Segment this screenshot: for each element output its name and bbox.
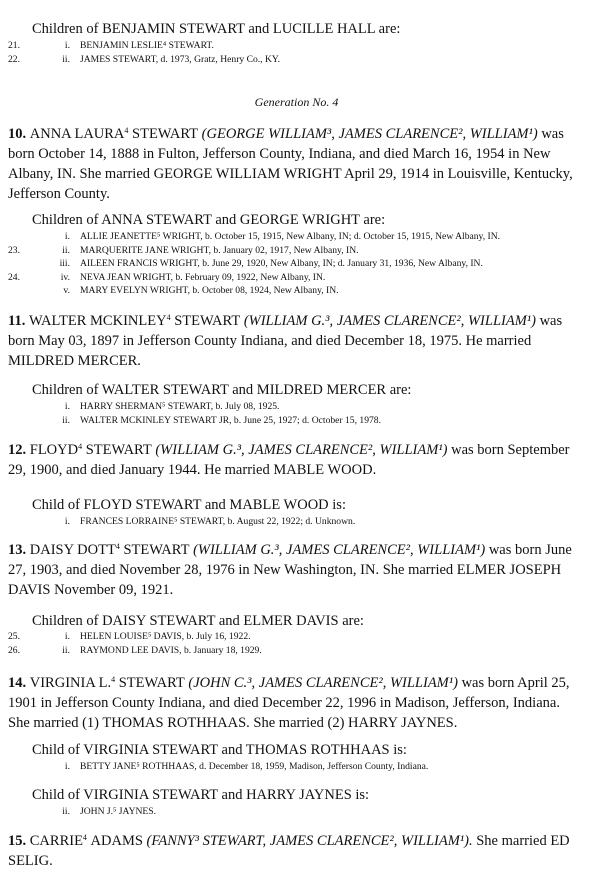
child-number: 23. bbox=[8, 244, 20, 256]
person-id: 15. bbox=[8, 833, 27, 849]
child-roman: i. bbox=[64, 516, 70, 527]
child-text: MARY EVELYN WRIGHT, b. October 08, 1924, New Albany, IN. bbox=[80, 285, 339, 297]
child-text: ALLIE JEANETTE⁵ WRIGHT, b. October 15, 1915, New Albany, IN; d. October 15, 1915, New Albany, IN. bbox=[80, 231, 501, 242]
person-surname: ADAMS bbox=[90, 833, 143, 849]
person-id: 11. bbox=[8, 313, 26, 329]
person-bio: was born April 25, 1901 in Jefferson County Indiana, and died December 22, 1996 in Madison, Jefferson, Indiana. She married (1) THOMAS ROTHHAAS. She married (2) HARRY JAYNES. bbox=[8, 675, 570, 731]
child-number: 26. bbox=[8, 645, 20, 656]
child-number: 21. bbox=[8, 40, 20, 51]
generation-heading: Generation No. 4 bbox=[254, 95, 339, 109]
child-roman: ii. bbox=[62, 645, 70, 656]
person-surname: STEWART bbox=[123, 542, 190, 558]
child-roman: ii. bbox=[62, 54, 70, 65]
child-text: HELEN LOUISE⁵ DAVIS, b. July 16, 1922. bbox=[80, 631, 251, 642]
children-heading-benjamin: Children of BENJAMIN STEWART and LUCILLE HALL are: bbox=[32, 21, 401, 37]
person-generation: 4 bbox=[124, 126, 129, 135]
child-text: BETTY JANE⁵ ROTHHAAS, d. December 18, 1959, Madison, Jefferson County, Indiana. bbox=[80, 761, 429, 772]
person-surname: STEWART bbox=[118, 675, 185, 691]
person-lineage: (JOHN C.³, JAMES CLARENCE², WILLIAM¹) bbox=[188, 675, 458, 691]
child-text: FRANCES LORRAINE⁵ STEWART, b. August 22, 1922; d. Unknown. bbox=[80, 516, 356, 527]
child-roman: ii. bbox=[62, 415, 70, 426]
person-lineage: (GEORGE WILLIAM³, JAMES CLARENCE², WILLIAM¹) bbox=[201, 126, 538, 142]
person-lineage: (FANNY³ STEWART, JAMES CLARENCE², WILLIAM¹). bbox=[146, 833, 473, 849]
children-heading-virginia-jaynes: Child of VIRGINIA STEWART and HARRY JAYNES is: bbox=[32, 787, 370, 803]
person-entry-12 bbox=[8, 440, 578, 480]
child-roman: i. bbox=[64, 631, 70, 642]
person-name: WALTER MCKINLEY bbox=[28, 313, 167, 329]
child-text: JAMES STEWART, d. 1973, Gratz, Henry Co., KY. bbox=[80, 54, 280, 65]
person-entry-14 bbox=[8, 673, 578, 733]
person-surname: STEWART bbox=[132, 126, 199, 142]
child-text: RAYMOND LEE DAVIS, b. January 18, 1929. bbox=[80, 645, 262, 656]
person-generation: 4 bbox=[111, 675, 116, 684]
person-bio: was born May 03, 1897 in Jefferson County Indiana, and died December 18, 1975. He married MILDRED MERCER. bbox=[8, 313, 563, 369]
person-name: VIRGINIA L. bbox=[29, 675, 112, 691]
person-id: 12. bbox=[8, 442, 27, 458]
person-lineage: (WILLIAM G.³, JAMES CLARENCE², WILLIAM¹) bbox=[193, 542, 486, 558]
person-entry-11 bbox=[8, 311, 578, 371]
children-heading-anna: Children of ANNA STEWART and GEORGE WRIGHT are: bbox=[32, 212, 386, 228]
person-name: DAISY DOTT bbox=[29, 542, 116, 558]
person-entry-10 bbox=[8, 124, 578, 204]
person-id: 13. bbox=[8, 542, 27, 558]
person-lineage: (WILLIAM G.³, JAMES CLARENCE², WILLIAM¹) bbox=[243, 313, 536, 329]
person-surname: STEWART bbox=[85, 442, 152, 458]
person-entry-15 bbox=[8, 831, 578, 871]
child-roman: i. bbox=[64, 231, 70, 242]
person-surname: STEWART bbox=[174, 313, 241, 329]
person-bio: was born September 29, 1900, and died January 1944. He married MABLE WOOD. bbox=[8, 442, 570, 478]
children-heading-daisy: Children of DAISY STEWART and ELMER DAVIS are: bbox=[32, 613, 364, 629]
child-roman: v. bbox=[63, 285, 70, 297]
child-text: NEVA JEAN WRIGHT, b. February 09, 1922, New Albany, IN. bbox=[80, 271, 326, 283]
child-text: WALTER MCKINLEY STEWART JR, b. June 25, 1927; d. October 15, 1978. bbox=[80, 415, 381, 426]
person-name: FLOYD bbox=[29, 442, 79, 458]
person-generation: 4 bbox=[115, 542, 120, 551]
child-roman: ii. bbox=[62, 244, 70, 256]
person-bio: was born October 14, 1888 in Fulton, Jefferson County, Indiana, and died March 16, 1954 in New Albany, IN. She married GEORGE WILLIAM WRIGHT April 29, 1914 in Louisville, Kentucky, Jefferson County. bbox=[8, 126, 573, 202]
person-lineage: (WILLIAM G.³, JAMES CLARENCE², WILLIAM¹) bbox=[155, 442, 448, 458]
child-text: BENJAMIN LESLIE⁴ STEWART. bbox=[80, 40, 214, 51]
child-number: 24. bbox=[8, 271, 20, 283]
person-generation: 4 bbox=[82, 833, 87, 842]
child-roman: iv. bbox=[60, 271, 70, 283]
child-roman: iii. bbox=[59, 258, 70, 270]
child-text: HARRY SHERMAN⁵ STEWART, b. July 08, 1925. bbox=[80, 401, 280, 412]
person-entry-13 bbox=[8, 540, 578, 600]
child-roman: i. bbox=[64, 40, 70, 51]
child-text: AILEEN FRANCIS WRIGHT, b. June 29, 1920, New Albany, IN; d. January 31, 1936, New Albany, IN. bbox=[80, 258, 483, 270]
person-name: ANNA LAURA bbox=[29, 126, 125, 142]
child-text: JOHN J.⁵ JAYNES. bbox=[80, 806, 157, 817]
person-generation: 4 bbox=[166, 313, 171, 322]
person-name: CARRIE bbox=[29, 833, 83, 849]
children-heading-virginia-rothhaas: Child of VIRGINIA STEWART and THOMAS ROTHHAAS is: bbox=[32, 742, 407, 758]
person-id: 10. bbox=[8, 126, 27, 142]
child-roman: i. bbox=[64, 761, 70, 772]
person-bio: She married ED SELIG. bbox=[8, 833, 570, 869]
child-roman: i. bbox=[64, 401, 70, 412]
children-heading-walter: Children of WALTER STEWART and MILDRED MERCER are: bbox=[32, 382, 412, 398]
child-number: 22. bbox=[8, 54, 20, 65]
child-number: 25. bbox=[8, 631, 20, 642]
child-text: MARQUERITE JANE WRIGHT, b. January 02, 1917, New Albany, IN. bbox=[80, 244, 359, 256]
person-generation: 4 bbox=[78, 442, 83, 451]
person-id: 14. bbox=[8, 675, 27, 691]
child-roman: ii. bbox=[62, 806, 70, 817]
children-heading-floyd: Child of FLOYD STEWART and MABLE WOOD is: bbox=[32, 497, 346, 513]
person-bio: was born June 27, 1903, and died November 28, 1976 in New Washington, IN. She married ELMER JOSEPH DAVIS November 09, 1921. bbox=[8, 542, 572, 598]
